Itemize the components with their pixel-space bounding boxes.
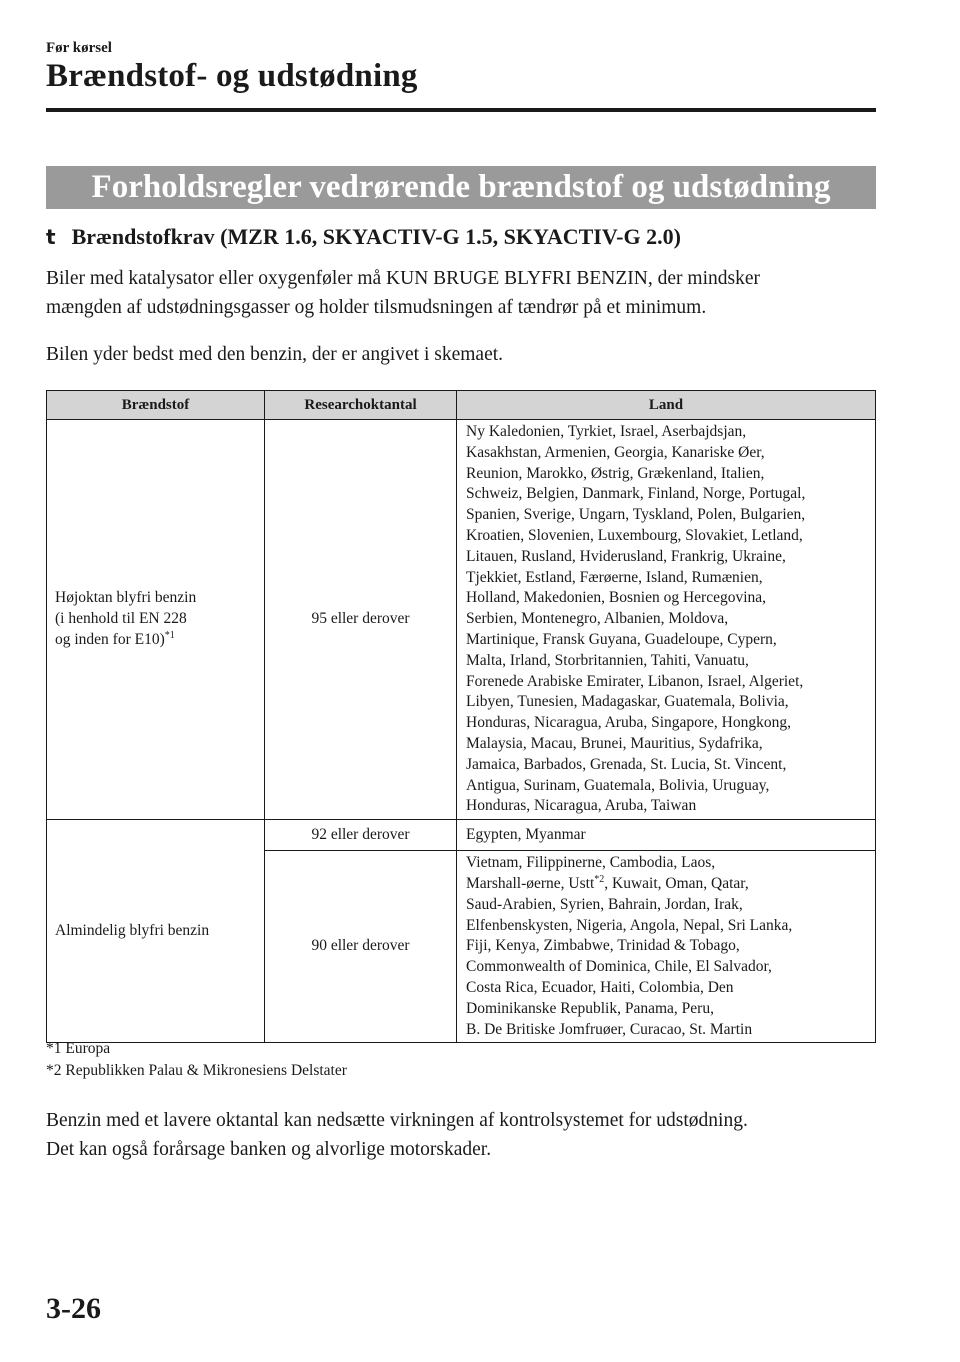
country-line: Malta, Irland, Storbritannien, Tahiti, Vanuatu, xyxy=(466,651,749,669)
header-octane: Researchoktantal xyxy=(265,391,457,420)
country-line: Spanien, Sverige, Ungarn, Tyskland, Polen, Bulgarien, xyxy=(466,506,806,524)
country-text: Marshall-øerne, Ustt xyxy=(466,874,595,892)
closing-paragraph xyxy=(46,1106,881,1164)
country-line: Ny Kaledonien, Tyrkiet, Israel, Aserbajdsjan, xyxy=(466,423,747,440)
octane-cell: 90 eller derover xyxy=(265,851,457,1043)
country-line: Holland, Makedonien, Bosnien og Hercegovina, xyxy=(466,589,767,607)
country-line: Vietnam, Filippinerne, Cambodia, Laos, xyxy=(466,854,716,872)
country-line: Tjekkiet, Estland, Færøerne, Island, Rumænien, xyxy=(466,568,763,586)
country-line: Schweiz, Belgien, Danmark, Finland, Norge, Portugal, xyxy=(466,485,806,503)
subheading xyxy=(46,224,681,250)
country-cell: Egypten, Myanmar xyxy=(457,820,876,851)
country-line: Litauen, Rusland, Hviderusland, Frankrig, Ukraine, xyxy=(466,547,786,565)
table-row xyxy=(47,820,876,851)
intro-line: Biler med katalysator eller oxygenføler må KUN BRUGE BLYFRI BENZIN, der mindsker xyxy=(46,268,760,289)
fuel-line: Højoktan blyfri benzin xyxy=(55,589,197,607)
header-fuel: Brændstof xyxy=(47,391,265,420)
country-line: Kasakhstan, Armenien, Georgia, Kanariske Øer, xyxy=(466,443,765,461)
intro-note: Bilen yder bedst med den benzin, der er angivet i skemaet. xyxy=(46,344,504,365)
header-country: Land xyxy=(457,391,876,420)
fuel-line xyxy=(55,630,260,651)
country-text: , Kuwait, Oman, Qatar, xyxy=(604,874,749,892)
country-line: Dominikanske Republik, Panama, Peru, xyxy=(466,999,714,1017)
octane-cell: 95 eller derover xyxy=(265,420,457,820)
country-line: Elfenbenskysten, Nigeria, Angola, Nepal, Sri Lanka, xyxy=(466,916,793,934)
title-divider xyxy=(46,108,876,112)
chapter-title: Brændstof- og udstødning xyxy=(46,58,418,94)
country-line: B. De Britiske Jomfruøer, Curacao, St. Martin xyxy=(466,1020,753,1038)
footnote: *2 Republikken Palau & Mikronesiens Delstater xyxy=(46,1062,347,1079)
country-line: Martinique, Fransk Guyana, Guadeloupe, Cypern, xyxy=(466,630,777,648)
fuel-line-text: og inden for E10) xyxy=(55,630,165,648)
country-line: Jamaica, Barbados, Grenada, St. Lucia, St. Vincent, xyxy=(466,755,787,773)
closing-line: Det kan også forårsage banken og alvorlige motorskader. xyxy=(46,1139,492,1160)
section-label: Før kørsel xyxy=(46,40,112,56)
country-cell xyxy=(457,851,876,1043)
fuel-line: (i henhold til EN 228 xyxy=(55,610,187,628)
country-cell xyxy=(457,420,876,820)
table-row xyxy=(47,420,876,820)
footnote-ref: *1 xyxy=(164,629,175,641)
closing-line: Benzin med et lavere oktantal kan nedsætte virkningen af kontrolsystemet for udstødning. xyxy=(46,1110,748,1131)
footnote: *1 Europa xyxy=(46,1040,111,1057)
table-header-row xyxy=(47,391,876,420)
country-line: Commonwealth of Dominica, Chile, El Salvador, xyxy=(466,958,772,976)
intro-paragraph xyxy=(46,264,881,322)
octane-cell: 92 eller derover xyxy=(265,820,457,851)
fuel-cell: Almindelig blyfri benzin xyxy=(47,820,265,1043)
country-line: Saud-Arabien, Syrien, Bahrain, Jordan, Irak, xyxy=(466,895,743,913)
country-line: Serbien, Montenegro, Albanien, Moldova, xyxy=(466,610,729,628)
fuel-requirements-table xyxy=(46,390,876,1043)
bullet-icon: t xyxy=(46,225,56,249)
country-line: Honduras, Nicaragua, Aruba, Taiwan xyxy=(466,797,697,815)
country-line: Antigua, Surinam, Guatemala, Bolivia, Uruguay, xyxy=(466,776,770,794)
country-line: Kroatien, Slovenien, Luxembourg, Slovakiet, Letland, xyxy=(466,526,803,544)
intro-line: mængden af udstødningsgasser og holder tilsmudsningen af tændrør på et minimum. xyxy=(46,297,707,318)
country-line: Forenede Arabiske Emirater, Libanon, Israel, Algeriet, xyxy=(466,672,804,690)
section-banner: Forholdsregler vedrørende brændstof og udstødning xyxy=(46,166,876,209)
page-number: 3-26 xyxy=(46,1292,101,1325)
country-line: Reunion, Marokko, Østrig, Grækenland, Italien, xyxy=(466,464,765,482)
country-line: Libyen, Tunesien, Madagaskar, Guatemala, Bolivia, xyxy=(466,693,789,711)
subheading-text: Brændstofkrav (MZR 1.6, SKYACTIV-G 1.5, SKYACTIV-G 2.0) xyxy=(71,224,681,249)
footnote-ref: *2 xyxy=(594,873,605,885)
country-line: Malaysia, Macau, Brunei, Mauritius, Sydafrika, xyxy=(466,734,763,752)
country-line: Honduras, Nicaragua, Aruba, Singapore, Hongkong, xyxy=(466,714,791,732)
country-line: Fiji, Kenya, Zimbabwe, Trinidad & Tobago, xyxy=(466,937,740,955)
country-line: Costa Rica, Ecuador, Haiti, Colombia, Den xyxy=(466,978,734,996)
country-line xyxy=(466,874,871,895)
fuel-cell xyxy=(47,420,265,820)
